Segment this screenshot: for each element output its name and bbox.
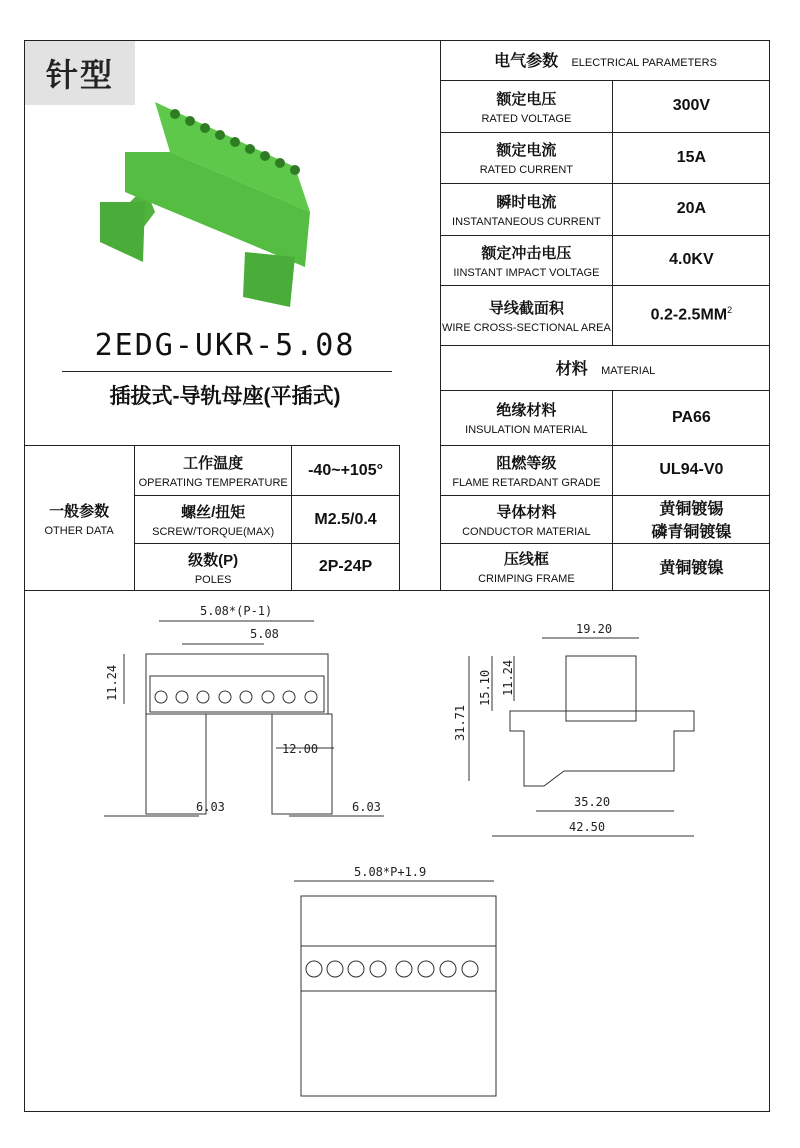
param-value: M2.5/0.4 xyxy=(292,496,400,544)
dim-label: 6.03 xyxy=(352,800,381,814)
param-value xyxy=(612,285,770,345)
param-label-en: OPERATING TEMPERATURE xyxy=(138,477,288,489)
table-row xyxy=(441,80,771,132)
value-text: 0.2-2.5MM xyxy=(650,306,728,324)
table-header xyxy=(441,345,771,390)
dim-label: 5.08*P+1.9 xyxy=(354,865,427,879)
param-label: 导体材料 xyxy=(496,503,557,521)
param-label-en: CRIMPING FRAME xyxy=(478,573,575,586)
product-image xyxy=(95,92,335,312)
dim-label: 42.50 xyxy=(569,820,606,834)
table-row xyxy=(441,445,771,495)
top-view-drawing xyxy=(294,865,496,1096)
divider xyxy=(62,371,392,372)
table-row xyxy=(24,446,400,496)
param-label: 工作温度 xyxy=(183,455,244,472)
param-label: 级数(P) xyxy=(188,551,239,569)
model-number: 2EDG-UKR-5.08 xyxy=(94,328,356,363)
param-label: 额定电压 xyxy=(496,90,557,108)
param-value: 20A xyxy=(612,183,770,235)
dim-label: 35.20 xyxy=(574,795,611,809)
table-row xyxy=(441,132,771,183)
dim-label: 5.08 xyxy=(250,627,279,641)
section-title-en: ELECTRICAL PARAMETERS xyxy=(571,57,717,70)
side-view-drawing xyxy=(453,622,694,836)
table-row xyxy=(441,495,771,543)
param-label: 绝缘材料 xyxy=(496,402,557,419)
value-line: 黄铜镀锡 xyxy=(659,501,724,518)
section-title-en: OTHER DATA xyxy=(44,524,114,537)
parameters-table xyxy=(440,40,770,590)
param-value: 4.0KV xyxy=(612,235,770,285)
param-value: UL94-V0 xyxy=(612,445,770,495)
param-value: PA66 xyxy=(612,390,770,445)
param-label: 螺丝/扭矩 xyxy=(181,504,246,521)
param-label: 阻燃等级 xyxy=(496,454,557,472)
dim-label: 31.71 xyxy=(453,704,467,741)
section-title: 电气参数 xyxy=(494,53,559,71)
other-data-table xyxy=(24,445,400,591)
table-row xyxy=(441,183,771,235)
superscript: 2 xyxy=(727,305,733,316)
param-label-en: WIRE CROSS-SECTIONAL AREA xyxy=(441,321,611,334)
param-label-en: POLES xyxy=(194,573,232,586)
param-label-en: CONDUCTOR MATERIAL xyxy=(462,525,591,538)
param-label-en: IINSTANT IMPACT VOLTAGE xyxy=(453,266,600,279)
param-label-en: INSULATION MATERIAL xyxy=(465,424,588,436)
section-title: 材料 xyxy=(555,361,588,378)
param-label-en: FLAME RETARDANT GRADE xyxy=(452,476,601,489)
param-label-en: SCREW/TORQUE(MAX) xyxy=(152,526,275,538)
param-label-en: RATED VOLTAGE xyxy=(481,112,572,125)
type-tag: 针型 xyxy=(25,41,135,105)
screw-terminals xyxy=(155,691,317,703)
table-row xyxy=(441,390,771,445)
param-value: 黄铜镀镍 xyxy=(612,543,770,590)
dim-label: 19.20 xyxy=(576,622,613,636)
dimension-drawings xyxy=(24,591,770,1111)
section-title: 一般参数 xyxy=(49,502,110,520)
dim-label: 11.24 xyxy=(501,659,515,696)
table-row xyxy=(441,235,771,285)
dim-label: 15.10 xyxy=(478,669,492,706)
table-header xyxy=(441,40,771,80)
table-row xyxy=(441,543,771,590)
table-row xyxy=(441,285,771,345)
dim-label: 5.08*(P-1) xyxy=(200,604,273,618)
dim-label: 6.03 xyxy=(196,800,225,814)
param-label-en: INSTANTANEOUS CURRENT xyxy=(452,215,601,228)
param-label: 额定电流 xyxy=(496,142,557,159)
dim-label: 12.00 xyxy=(282,742,319,756)
front-view-drawing xyxy=(104,604,384,816)
param-label: 导线截面积 xyxy=(488,299,564,317)
param-label: 瞬时电流 xyxy=(496,193,557,211)
value-line: 磷青铜镀镍 xyxy=(651,524,732,541)
section-title-en: MATERIAL xyxy=(601,365,656,377)
param-value xyxy=(612,495,770,543)
param-value: 15A xyxy=(612,132,770,183)
dim-label: 11.24 xyxy=(105,664,119,701)
param-label-en: RATED CURRENT xyxy=(479,164,574,176)
param-label: 压线框 xyxy=(503,551,549,569)
param-label: 额定冲击电压 xyxy=(481,244,572,262)
param-value: -40~+105° xyxy=(292,446,400,496)
product-subtitle: 插拔式-导轨母座(平插式) xyxy=(109,385,341,408)
param-value: 300V xyxy=(612,80,770,132)
param-value: 2P-24P xyxy=(292,544,400,591)
